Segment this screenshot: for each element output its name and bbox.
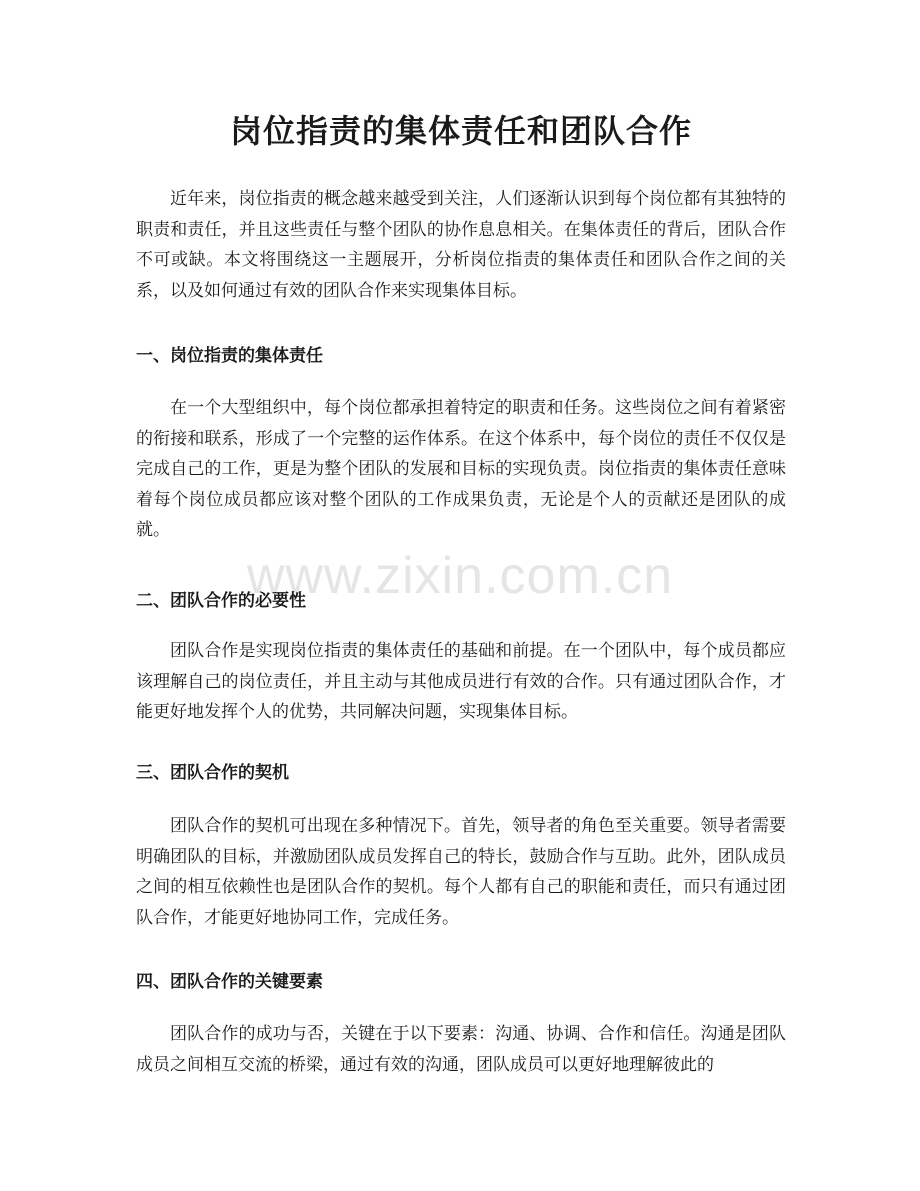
- section-1-paragraph: 在一个大型组织中，每个岗位都承担着特定的职责和任务。这些岗位之间有着紧密的衔接和联系，形成了一个完整的运作体系。在这个体系中，每个岗位的责任不仅仅是完成自己的工作，更是为整个团队的发展和目标的实现负责。岗位指责的集体责任意味着每个岗位成员都应该对整个团队的工作成果负责，无论是个人的贡献还是团队的成就。: [136, 398, 786, 540]
- document-title: 岗位指责的集体责任和团队合作: [229, 112, 692, 150]
- section-3-heading: 三、团队合作的契机: [136, 763, 289, 783]
- intro-paragraph: 近年来，岗位指责的概念越来越受到关注，人们逐渐认识到每个岗位都有其独特的职责和责任，并且这些责任与整个团队的协作息息相关。在集体责任的背后，团队合作不可或缺。本文将围绕这一主题展开，分析岗位指责的集体责任和团队合作之间的关系，以及如何通过有效的团队合作来实现集体目标。: [136, 189, 786, 301]
- section-4-heading: 四、团队合作的关键要素: [136, 972, 323, 992]
- section-3-paragraph: 团队合作的契机可出现在多种情况下。首先，领导者的角色至关重要。领导者需要明确团队的目标，并激励团队成员发挥自己的特长，鼓励合作与互助。此外，团队成员之间的相互依赖性也是团队合作的契机。每个人都有自己的职能和责任，而只有通过团队合作，才能更好地协同工作，完成任务。: [136, 816, 786, 928]
- watermark: www.zixin.com.cn: [246, 547, 674, 605]
- section-2-paragraph: 团队合作是实现岗位指责的集体责任的基础和前提。在一个团队中，每个成员都应该理解自己的岗位责任，并且主动与其他成员进行有效的合作。只有通过团队合作，才能更好地发挥个人的优势，共同解决问题，实现集体目标。: [136, 641, 786, 722]
- section-1-heading: 一、岗位指责的集体责任: [136, 346, 323, 366]
- section-4-paragraph: 团队合作的成功与否，关键在于以下要素：沟通、协调、合作和信任。沟通是团队成员之间相互交流的桥梁，通过有效的沟通，团队成员可以更好地理解彼此的: [136, 1024, 786, 1075]
- section-2-heading: 二、团队合作的必要性: [136, 591, 306, 611]
